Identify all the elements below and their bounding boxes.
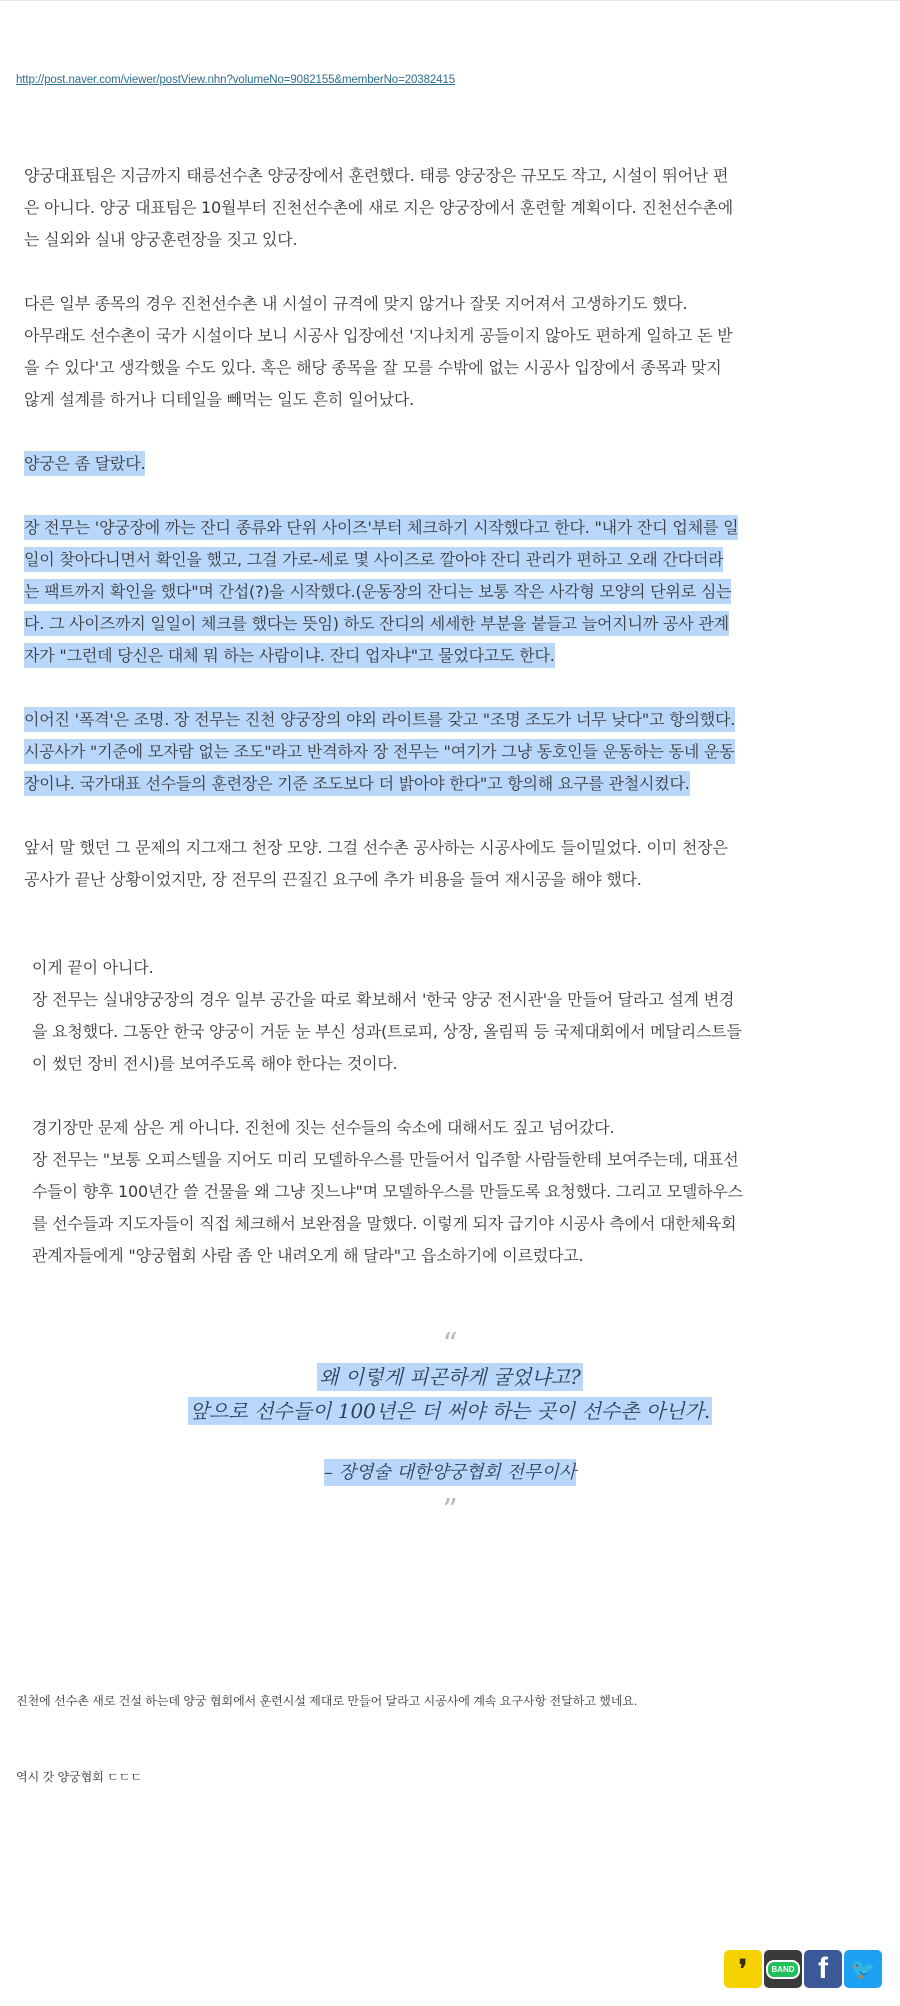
twitter-icon[interactable]: 🐦: [844, 1950, 882, 1988]
text-line: 는 실외와 실내 양궁훈련장을 짓고 있다.: [24, 230, 298, 249]
article-body: [24, 160, 776, 1304]
text-line: 앞서 말 했던 그 문제의 지그재그 천장 모양. 그걸 선수촌 공사하는 시공사에도 들이밀었다. 이미 천장은: [24, 838, 728, 857]
text-line: 관계자들에게 "양궁협회 사람 좀 안 내려오게 해 달라"고 읍소하기에 이르렀다고.: [32, 1246, 584, 1265]
text-line: 이 썼던 장비 전시)를 보여주도록 해야 한다는 것이다.: [32, 1054, 398, 1073]
top-divider: [0, 0, 900, 1]
comment-note-2: 역시 갓 양궁협회 ㄷㄷㄷ: [16, 1770, 142, 1784]
text-line: 양궁대표팀은 지금까지 태릉선수촌 양궁장에서 훈련했다. 태릉 양궁장은 규모도 작고, 시설이 뛰어난 편: [24, 166, 729, 185]
text-line: 을 수 있다'고 생각했을 수도 있다. 혹은 해당 종목을 잘 모를 수밖에 없는 시공사 입장에서 종목과 맞지: [24, 358, 722, 377]
paragraph-4: [24, 512, 776, 672]
paragraph-1: [24, 160, 776, 256]
highlighted-text: 장이냐. 국가대표 선수들의 훈련장은 기준 조도보다 더 밝아야 한다"고 항의해 요구를 관철시켰다.: [24, 771, 690, 796]
text-line: 공사가 끝난 상황이었지만, 장 전무의 끈질긴 요구에 추가 비용을 들여 재시공을 해야 했다.: [24, 870, 642, 889]
paragraph-8: [24, 1112, 776, 1272]
highlighted-text: 는 팩트까지 확인을 했다"며 간섭(?)을 시작했다.(운동장의 잔디는 보통 작은 사각형 모양의 단위로 심는: [24, 579, 731, 604]
text-line: 은 아니다. 양궁 대표팀은 10월부터 진천선수촌에 새로 지은 양궁장에서 훈련할 계획이다. 진천선수촌에: [24, 198, 733, 217]
close-quote-icon: ”: [442, 1493, 458, 1528]
text-line: 장 전무는 실내양궁장의 경우 일부 공간을 따로 확보해서 '한국 양궁 전시관'을 만들어 달라고 설계 변경: [32, 990, 735, 1009]
text-line: 아무래도 선수촌이 국가 시설이다 보니 시공사 입장에선 '지나치게 공들이지 않아도 편하게 일하고 돈 받: [24, 326, 733, 345]
comment-note-1: 진천에 선수촌 새로 건설 하는데 양궁 협회에서 훈련시설 제대로 만들어 달라고 시공사에 계속 요구사항 전달하고 했네요.: [16, 1694, 638, 1708]
highlighted-text: 장 전무는 '양궁장에 까는 잔디 종류와 단위 사이즈'부터 체크하기 시작했다고 한다. "내가 잔디 업체를 일: [24, 515, 738, 540]
text-line: 수들이 향후 100년간 쓸 건물을 왜 그냥 짓느냐"며 모델하우스를 만들도록 요청했다. 그리고 모델하우스: [32, 1182, 743, 1201]
paragraph-5: [24, 704, 776, 800]
open-quote-icon: “: [442, 1327, 458, 1362]
quote-line: 왜 이렇게 피곤하게 굴었냐고?: [319, 1365, 581, 1389]
paragraph-2: [24, 288, 776, 416]
highlighted-text: 자가 "그런데 당신은 대체 뭐 하는 사람이냐. 잔디 업자냐"고 물었다고도 한다.: [24, 643, 555, 668]
highlighted-text: 일이 찾아다니면서 확인을 했고, 그걸 가로-세로 몇 사이즈로 깔아야 잔디 관리가 편하고 오래 간다더라: [24, 547, 723, 572]
quote-text: [0, 1360, 900, 1428]
text-line: 를 선수들과 지도자들이 직접 체크해서 보완점을 말했다. 이렇게 되자 급기야 시공사 측에서 대한체육회: [32, 1214, 737, 1233]
text-line: 다른 일부 종목의 경우 진천선수촌 내 시설이 규격에 맞지 않거나 잘못 지어져서 고생하기도 했다.: [24, 294, 688, 313]
band-label: BAND: [766, 1960, 799, 1979]
highlighted-text: 이어진 '폭격'은 조명. 장 전무는 진천 양궁장의 야외 라이트를 갖고 "조명 조도가 너무 낮다"고 항의했다.: [24, 707, 735, 732]
paragraph-3: [24, 448, 776, 480]
source-link[interactable]: http://post.naver.com/viewer/postView.nhn?volumeNo=9082155&memberNo=20382415: [16, 74, 456, 86]
facebook-icon[interactable]: f: [804, 1950, 842, 1988]
highlighted-text: 양궁은 좀 달랐다.: [24, 451, 145, 476]
text-line: 장 전무는 "보통 오피스텔을 지어도 미리 모델하우스를 만들어서 입주할 사람들한테 보여주는데, 대표선: [32, 1150, 739, 1169]
highlighted-text: 시공사가 "기준에 모자람 없는 조도"라고 반격하자 장 전무는 "여기가 그냥 동호인들 운동하는 동네 운동: [24, 739, 735, 764]
paragraph-6: [24, 832, 776, 896]
text-line: 않게 설계를 하거나 디테일을 빼먹는 일도 흔히 일어났다.: [24, 390, 414, 409]
paragraph-7: [24, 952, 776, 1080]
text-line: 이게 끝이 아니다.: [32, 958, 154, 977]
text-line: 을 요청했다. 그동안 한국 양궁이 거둔 눈 부신 성과(트로피, 상장, 올림픽 등 국제대회에서 메달리스트들: [32, 1022, 742, 1041]
quote-author: [0, 1458, 900, 1484]
band-icon[interactable]: [764, 1950, 802, 1988]
share-bar: [724, 1950, 882, 1988]
quote-line: 앞으로 선수들이 100년은 더 써야 하는 곳이 선수촌 아닌가.: [189, 1399, 711, 1423]
pull-quote: [0, 1327, 900, 1528]
highlighted-text: 다. 그 사이즈까지 일일이 체크를 했다는 뜻임) 하도 잔디의 세세한 부분을 붙들고 늘어지니까 공사 관계: [24, 611, 729, 636]
kakaostory-icon[interactable]: ❜: [724, 1950, 762, 1988]
text-line: 경기장만 문제 삼은 게 아니다. 진천에 짓는 선수들의 숙소에 대해서도 짚고 넘어갔다.: [32, 1118, 615, 1137]
quote-author-text: – 장영술 대한양궁협회 전무이사: [324, 1459, 576, 1486]
